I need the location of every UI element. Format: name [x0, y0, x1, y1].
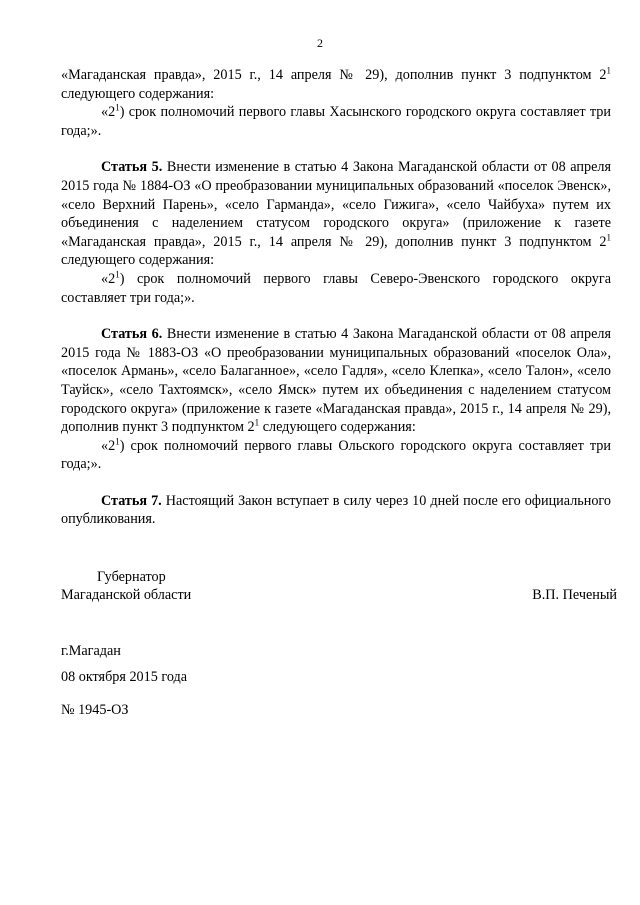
article-5-title: Статья 5. [101, 159, 163, 176]
governor-name: В.П. Печеный [532, 587, 617, 603]
signature-block [61, 568, 617, 608]
law-number: № 1945-ОЗ [61, 702, 129, 718]
article-7-title: Статья 7. [101, 492, 162, 509]
superscript: 1 [115, 435, 120, 446]
superscript: 1 [606, 232, 611, 243]
article-6-title: Статья 6. [101, 326, 163, 343]
superscript: 1 [606, 65, 611, 76]
superscript: 1 [254, 417, 260, 428]
superscript: 1 [115, 102, 120, 113]
article-5-subitem: «$2^1$) срок полномочий первого главы Северо-Эвенского городского округа составляет три года;». [61, 269, 611, 306]
intro-paragraph: «Магаданская правда», 2015 г., 14 апреля № 29), дополнив пункт 3 подпунктом $2^1$ следующего содержания: [61, 65, 611, 102]
governor-region: Магаданской области [61, 587, 192, 603]
article-7-paragraph: Статья 7. Настоящий Закон вступает в силу через 10 дней после его официального опубликования. [61, 492, 611, 528]
article-6-paragraph: Статья 6. Внести изменение в статью 4 Закона Магаданской области от 08 апреля 2015 года № 1883-ОЗ «О преобразовании муниципальных образований «поселок Ола», «поселок Армань», «село Балаганное», «село Гадля», «село Клепка», «село Талон», «село Тауйск», «село Тахтоямск», «село Ямск» путем их объединения с наделением статусом городского округа» (приложение к газете «Магаданская правда», 2015 г., 14 апреля № 29), дополнив пункт 3 подпунктом $2^1$ следующего содержания: [61, 326, 611, 436]
page-number: 2 [317, 36, 323, 50]
article-5-paragraph: Статья 5. Внести изменение в статью 4 Закона Магаданской области от 08 апреля 2015 года № 1884-ОЗ «О преобразовании муниципальных образований «поселок Эвенск», «село Верхний Парень», «село Гарманда», «село Гижига», «село Чайбуха» путем их объединения с наделением статусом городского округа» (приложение к газете «Магаданская правда», 2015 г., 14 апреля № 29), дополнив пункт 3 подпунктом $2^1$ следующего содержания: [61, 159, 611, 269]
city: г.Магадан [61, 643, 121, 659]
date: 08 октября 2015 года [61, 669, 188, 685]
governor-title: Губернатор [97, 569, 166, 585]
intro-subitem: «$2^1$) срок полномочий первого главы Хасынского городского округа составляет три года;». [61, 102, 611, 139]
article-6-subitem: «$2^1$) срок полномочий первого главы Ольского городского округа составляет три года;». [61, 435, 611, 473]
law-text [61, 66, 611, 529]
superscript: 1 [115, 269, 120, 280]
